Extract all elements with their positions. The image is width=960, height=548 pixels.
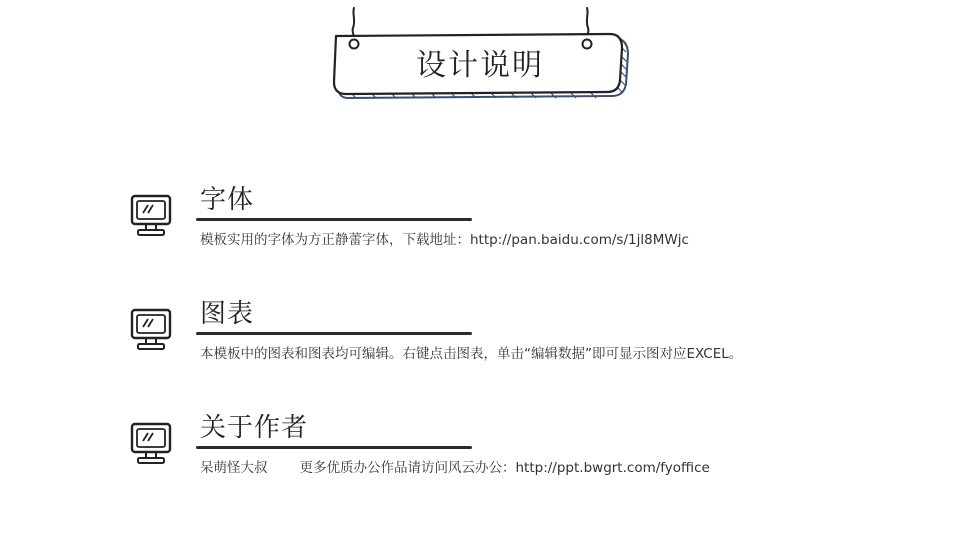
section-charts (128, 299, 828, 396)
monitor-icon (128, 420, 176, 468)
section-description: 模板实用的字体为方正静蕾字体，下载地址：http://pan.baidu.com/s/1jl8MWjc (200, 232, 689, 248)
page-title: 设计说明 (416, 48, 544, 83)
author-link-text: 更多优质办公作品请访问风云办公：http://ppt.bwgrt.com/fyoffice (299, 460, 710, 476)
section-heading: 图表 (200, 299, 255, 329)
section-heading: 字体 (200, 185, 255, 215)
monitor-icon (128, 306, 176, 354)
section-heading: 关于作者 (200, 413, 309, 443)
section-about-author (128, 413, 828, 510)
heading-underline (196, 218, 472, 221)
title-sign (330, 0, 630, 104)
section-font (128, 185, 828, 282)
heading-underline (196, 446, 472, 449)
section-description (200, 458, 710, 478)
heading-underline (196, 332, 472, 335)
author-name: 呆萌怪大叔 (200, 460, 268, 476)
section-description: 本模板中的图表和图表均可编辑。右键点击图表，单击“编辑数据”即可显示图对应EXCEL。 (200, 346, 743, 362)
monitor-icon (128, 192, 176, 240)
